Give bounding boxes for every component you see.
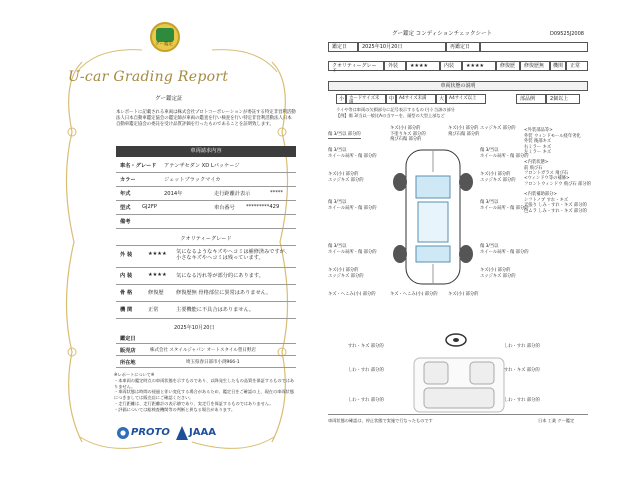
quality-section-header: クオリティーグレード xyxy=(116,234,296,246)
grade-value-exterior: ★★★★ xyxy=(406,61,440,71)
sheet-title: グー鑑定 コンディションチェックシート xyxy=(392,31,493,37)
certificate-subtitle: グー鑑定証 xyxy=(155,96,183,102)
interior-label: すれ・キズ 部分的 xyxy=(504,368,540,373)
damage-label: エッジキズ 部分的 xyxy=(480,126,516,131)
shop-row: 販売店 株式会社 スタイルジャパン オートスタイル豊日野店 xyxy=(116,344,296,356)
damage-label: キズ(小) 部分的 飛び石傷 部分的 xyxy=(448,126,480,137)
grade-value-interior: ★★★★ xyxy=(462,61,496,71)
interior-label: しわ・すれ 部分的 xyxy=(348,398,384,403)
sheet-id: D09525J2008 xyxy=(550,31,584,37)
damage-label: キズ(小) 部分的 下塗りキズ 部分的 飛び石傷 部分的 xyxy=(390,126,426,142)
reinspect-value-cell xyxy=(480,42,588,52)
damage-label: 傷 3/当以 ホイール局所・傷 部分的 xyxy=(328,200,377,211)
address-row: 所在地 埼玉県春日部市小渕966-1 xyxy=(116,356,296,368)
quality-row-frame: 骨 格 修復歴 修復歴無 骨格部位に異常はありません。 xyxy=(116,285,296,302)
car-top-view-diagram xyxy=(388,142,478,292)
damage-label: 傷 3/当以 ホイール局所・傷 部分的 xyxy=(480,244,529,255)
damage-label: 傷 3/当以 ホイール局所・傷 部分的 xyxy=(480,148,529,159)
quality-row-exterior: 外 装 ★★★★ 気になるようなキズやヘコミは補修済みですが、小さなキズやヘコミは残っています。 xyxy=(116,247,296,268)
damage-label: キズ・へこみ(小) 部分的 xyxy=(328,292,376,297)
state-header: 車両状態の説明 xyxy=(328,81,588,91)
damage-label: 傷 3/当以 ホイール局所・傷 部分的 xyxy=(328,244,377,255)
quality-row-engine: 機 関 正常 主要機能に不具合はありません。 xyxy=(116,302,296,319)
footer-issuer: 日本 工業 グー鑑定 xyxy=(538,418,575,423)
grade-label-engine: 機関 xyxy=(550,61,566,71)
footer-note: 車両状態の確認は、停止状態で実施で行なったものです xyxy=(328,418,433,423)
footer-divider xyxy=(328,414,588,415)
badge-text: グー鑑定 xyxy=(155,42,173,47)
steering-wheel-icon xyxy=(444,332,468,348)
grade-label-interior: 内装 xyxy=(440,61,462,71)
example-label: 部品例 xyxy=(516,94,546,104)
vehicle-row-model: 型式 GJ2FP 車台番号 *********429 xyxy=(116,200,296,215)
interior-seat-diagram xyxy=(404,354,514,416)
size-small-label: 小 xyxy=(336,94,346,104)
grading-report-certificate xyxy=(52,22,302,462)
size-medium-desc: A4サイズ未満 xyxy=(396,94,436,104)
grade-value-engine: 正常 xyxy=(566,61,588,71)
vehicle-row-color: カラー ジェットブラックマイカ xyxy=(116,172,296,187)
side-note: <内装状態> 前 飛び石 フロントガラス 飛び石 xyxy=(524,160,569,176)
date-label-cell: 鑑定日 xyxy=(328,42,358,52)
goo-badge xyxy=(150,22,180,52)
date-row: 鑑定日 xyxy=(116,332,296,344)
side-note: <内装補助部分> シフトノブ すれ・キズ 天張り しみ・すれ・キズ 部分的 色ムラ しみ・すれ・キズ 部分的 xyxy=(524,192,587,214)
quality-label-cell: クオリティーグレード xyxy=(328,61,384,71)
damage-label: キズ・へこみ(小) 部分的 xyxy=(390,292,438,297)
damage-label: キズ(小) 部分的 エッジキズ 部分的 xyxy=(328,268,364,279)
damage-label: 傷 3/当以 部分的 xyxy=(328,132,361,137)
intro-text: 本レポートに記載される車両は株式会社プロトコーポレーションが委託する特定非営利活動法人日本自動車鑑定協会の鑑定師が車両の鑑査を行い検査を行い特定非営利活動法人日本自動車鑑定協会の委託を受け品質評価を行ったものであることを証明致します。 xyxy=(116,110,296,128)
reinspect-label-cell: 再鑑定日 xyxy=(446,42,480,52)
interior-label: すれ・キズ 部分的 xyxy=(348,344,384,349)
size-large-label: 大 xyxy=(436,94,446,104)
side-note: <外装部品等> 外装 ウィンドモール経年劣化 外装 後部キズ 右ミラー キズ 左ミラー キズ xyxy=(524,128,581,155)
quality-row-interior: 内 装 ★★★★ 気になる汚れ等が部分的にあります。 xyxy=(116,268,296,285)
grade-label-exterior: 外装 xyxy=(384,61,406,71)
damage-label: キズ(小) 部分的 エッジキズ 部分的 xyxy=(480,268,516,279)
interior-label: しわ・すれ 部分的 xyxy=(348,368,384,373)
grade-value-repair: 修復歴無 xyxy=(520,61,550,71)
report-banner xyxy=(62,65,262,87)
date-value-cell: 2025年10月20日 xyxy=(358,42,446,52)
damage-label: キズ(小) 部分的 エッジキズ 部分的 xyxy=(480,172,516,183)
size-large-desc: A4サイズ以上 xyxy=(446,94,486,104)
jaaa-logo: JAAA xyxy=(176,425,226,441)
grade-label-repair: 修復歴 xyxy=(496,61,520,71)
damage-label: 傷 3/当以 ホイール局所・傷 部分的 xyxy=(328,148,377,159)
damage-label: キズ(小) 部分的 エッジキズ 部分的 xyxy=(328,172,364,183)
damage-label: キズ(小) 部分的 xyxy=(448,292,479,297)
vehicle-row-year: 年式 2014年 走行距離計表示 ***** xyxy=(116,186,296,201)
size-small-desc: カードサイズ未満 xyxy=(346,94,386,104)
interior-label: しわ・すれ 部分的 xyxy=(504,344,540,349)
proto-logo: PROTO xyxy=(116,425,166,441)
size-medium-label: 中 xyxy=(386,94,396,104)
vehicle-row-name: 車名・グレード アテンザセダン XD Lパッケージ xyxy=(116,158,296,173)
condition-check-sheet xyxy=(328,30,591,430)
side-note: <ウィンドウ等の補修> フロントウィンドウ 飛び石 部分的 xyxy=(524,176,591,187)
vehicle-section-header: 車両請求内容 xyxy=(116,146,296,157)
example-value: 2個以上 xyxy=(546,94,580,104)
inspection-date: 2025年10月20日 xyxy=(174,325,215,331)
damage-label: 傷 3/当以 ホイール局所・傷 部分的 xyxy=(480,200,529,211)
vehicle-row-notes: 備考 xyxy=(116,214,296,229)
legend-line-1: ライや等は車両の欠損部分に記号表示するもの (小) 当該の部分 xyxy=(336,107,455,112)
interior-label: しわ・すれ 部分的 xyxy=(504,398,540,403)
report-title: U-car Grading Report xyxy=(68,69,229,85)
legend-line-2: 【例】傷 3/当以一般比Aの当マーを、頭型の大型上部など xyxy=(336,113,445,118)
report-notes: ※レポートについて※ ・本車両の鑑定時点の車両状態を示すものであり、以降発生したもの品質を保証するものではありません。 ・車両状態は時間の経過と伴い変化する場合があるため、鑑定日をご確認の上、現在の車両状態につきましては販売店にご確認ください。 ・走行距離は、走行距離計の表示値であり、実走行を保証するものではありません。 ・評価については総検査機関等の判断と異なる場合があります。 xyxy=(114,372,295,412)
